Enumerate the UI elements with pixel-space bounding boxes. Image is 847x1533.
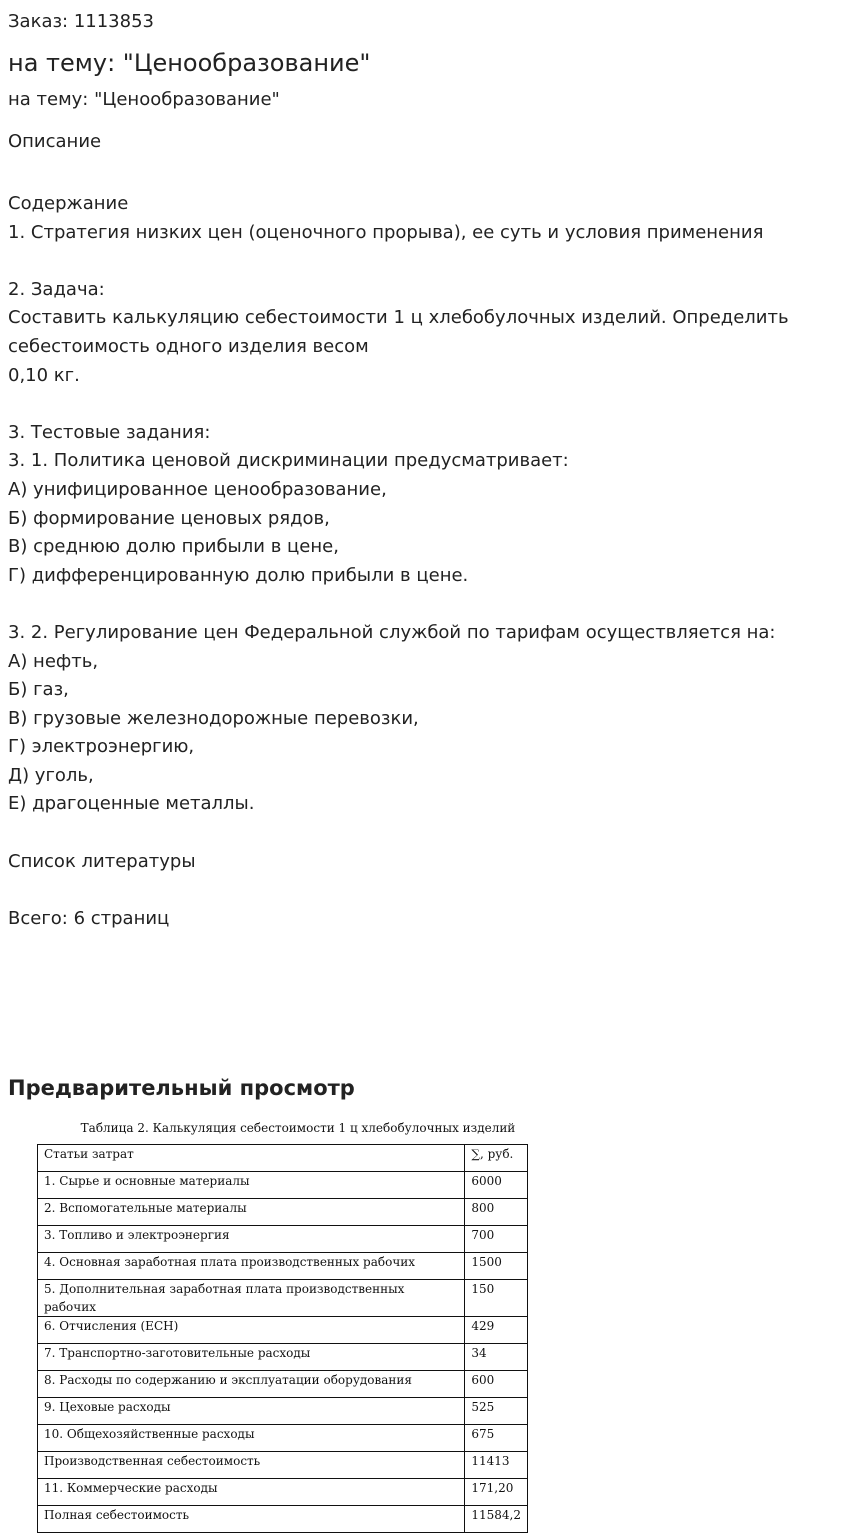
description-line: Д) уголь, — [8, 764, 94, 786]
cost-sum-cell: 11584,2 — [465, 1506, 528, 1533]
cost-item-cell: 2. Вспомогательные материалы — [38, 1199, 465, 1226]
description-line — [8, 247, 843, 276]
description-line: Составить калькуляцию себестоимости 1 ц хлебобулочных изделий. Определить себестоимость одного изделия весом — [8, 307, 789, 357]
table-row — [38, 1371, 528, 1398]
description-line: 3. Тестовые задания: — [8, 421, 211, 443]
cost-item-cell: 11. Коммерческие расходы — [38, 1479, 465, 1506]
table-row — [38, 1452, 528, 1479]
description-line: Б) газ, — [8, 679, 69, 701]
table-caption: Таблица 2. Калькуляция себестоимости 1 ц хлебобулочных изделий — [80, 1121, 516, 1135]
description-line: В) среднюю долю прибыли в цене, — [8, 536, 339, 558]
description-line: В) грузовые железнодорожные перевозки, — [8, 707, 419, 729]
table-row — [38, 1317, 528, 1344]
description-line: 1. Стратегия низких цен (оценочного прорыва), ее суть и условия применения — [8, 221, 764, 243]
table-row — [38, 1226, 528, 1253]
description-line: Г) дифференцированную долю прибыли в цене. — [8, 564, 469, 586]
description-line: 2. Задача: — [8, 278, 105, 300]
preview-document — [37, 1118, 529, 1533]
table-row — [38, 1506, 528, 1533]
description-line: А) нефть, — [8, 650, 99, 672]
description-line — [8, 390, 843, 419]
cost-item-cell: 3. Топливо и электроэнергия — [38, 1226, 465, 1253]
cost-item-cell: Производственная себестоимость — [38, 1452, 465, 1479]
description-line: А) унифицированное ценообразование, — [8, 478, 387, 500]
header-cost-items: Статьи затрат — [38, 1145, 465, 1172]
cost-sum-cell: 6000 — [465, 1172, 528, 1199]
cost-table — [37, 1144, 528, 1533]
cost-sum-cell: 525 — [465, 1398, 528, 1425]
cost-sum-cell: 171,20 — [465, 1479, 528, 1506]
description-line: Б) формирование ценовых рядов, — [8, 507, 330, 529]
description-line: Содержание — [8, 193, 129, 214]
table-row — [38, 1253, 528, 1280]
description-body — [8, 190, 843, 933]
table-row — [38, 1172, 528, 1199]
cost-item-cell: 7. Транспортно-заготовительные расходы — [38, 1344, 465, 1371]
cost-item-cell: 8. Расходы по содержанию и эксплуатации оборудования — [38, 1371, 465, 1398]
table-row — [38, 1280, 528, 1317]
cost-item-cell: 10. Общехозяйственные расходы — [38, 1425, 465, 1452]
cost-sum-cell: 34 — [465, 1344, 528, 1371]
cost-item-cell: 4. Основная заработная плата производственных рабочих — [38, 1253, 465, 1280]
description-line: 3. 2. Регулирование цен Федеральной службой по тарифам осуществляется на: — [8, 621, 776, 643]
cost-sum-cell: 11413 — [465, 1452, 528, 1479]
order-number: Заказ: 1113853 — [8, 11, 154, 32]
description-title: Описание — [8, 131, 102, 152]
description-line — [8, 819, 843, 848]
table-header-row — [38, 1145, 528, 1172]
cost-sum-cell: 1500 — [465, 1253, 528, 1280]
cost-sum-cell: 675 — [465, 1425, 528, 1452]
description-line — [8, 590, 843, 619]
description-line: Г) электроэнергию, — [8, 736, 195, 758]
cost-item-cell: 9. Цеховые расходы — [38, 1398, 465, 1425]
description-line — [8, 876, 843, 905]
description-line: 3. 1. Политика ценовой дискриминации предусматривает: — [8, 450, 569, 472]
header-sum: ∑, руб. — [465, 1145, 528, 1172]
table-row — [38, 1344, 528, 1371]
preview-title: Предварительный просмотр — [8, 1076, 355, 1100]
cost-item-cell: Полная себестоимость — [38, 1506, 465, 1533]
description-line: Е) драгоценные металлы. — [8, 793, 255, 815]
cost-item-cell: 1. Сырье и основные материалы — [38, 1172, 465, 1199]
description-line: 0,10 кг. — [8, 364, 80, 386]
cost-item-cell: 6. Отчисления (ЕСН) — [38, 1317, 465, 1344]
description-line: Всего: 6 страниц — [8, 907, 170, 929]
cost-sum-cell: 800 — [465, 1199, 528, 1226]
description-line: Список литературы — [8, 850, 196, 872]
cost-sum-cell: 600 — [465, 1371, 528, 1398]
page-subtitle: на тему: "Ценообразование" — [8, 89, 280, 110]
table-row — [38, 1199, 528, 1226]
cost-sum-cell: 150 — [465, 1280, 528, 1317]
table-row — [38, 1425, 528, 1452]
page-title: на тему: "Ценообразование" — [8, 49, 371, 77]
cost-sum-cell: 700 — [465, 1226, 528, 1253]
cost-item-cell: 5. Дополнительная заработная плата производственных рабочих — [38, 1280, 465, 1317]
table-row — [38, 1398, 528, 1425]
table-row — [38, 1479, 528, 1506]
cost-sum-cell: 429 — [465, 1317, 528, 1344]
